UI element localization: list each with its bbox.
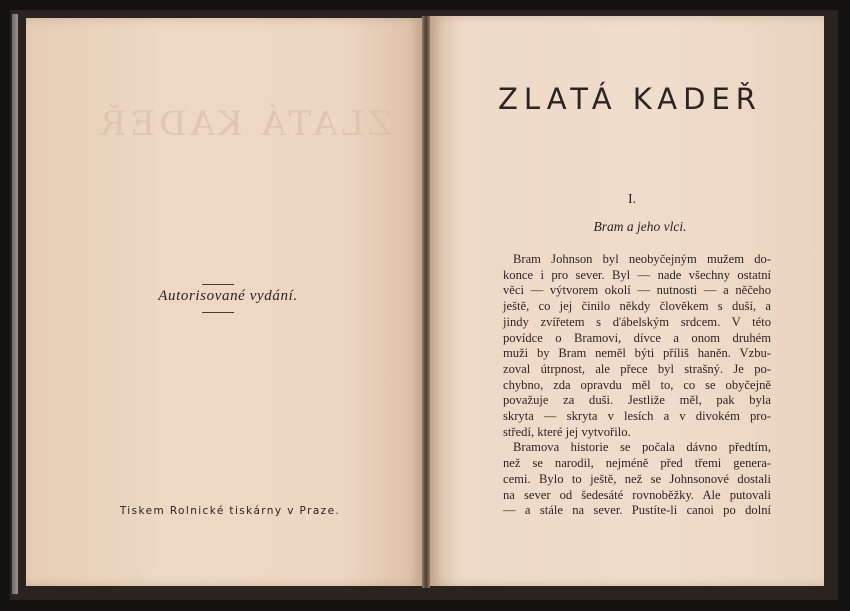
text-line: chybno, zda opravdu měl to, co se obyčejně bbox=[503, 377, 771, 392]
chapter-title: Bram a jeho vlci. bbox=[593, 219, 687, 234]
book-title: ZLATÁ KADEŘ bbox=[498, 82, 762, 116]
text-line: zoval útrpnost, ale přece byl strašný. Je po- bbox=[503, 361, 771, 376]
text-line: cemi. Bylo to ještě, než se Johnsonové dostali bbox=[503, 471, 771, 486]
edition-note: Autorisované vydání. bbox=[158, 288, 298, 304]
printer-imprint: Tiskem Rolnické tiskárny v Praze. bbox=[119, 505, 341, 517]
text-line: věci — výtvorem okolí — nutnosti — a něčeho bbox=[503, 283, 771, 298]
chapter-number: I. bbox=[628, 192, 637, 207]
text-line: — a stále na sever. Pustíte-li canoi po dolní bbox=[503, 503, 771, 518]
text-line: než se narodil, nejméně před třemi genera- bbox=[503, 456, 771, 471]
text-line: považuje za duši. Jestliže měl, pak byla bbox=[503, 393, 771, 408]
text-line: muži by Bram neměl býti příliš haněn. Vzbu- bbox=[503, 346, 771, 361]
text-line: Bramova historie se počala dávno předtím, bbox=[513, 440, 771, 455]
text-line: ještě, co jej činilo někdy člověkem s duší, a bbox=[503, 299, 771, 314]
bleed-through-title: ZLATÁ KADEŘ bbox=[96, 104, 392, 144]
text-line: skryta — skryta v lesích a v divokém pro- bbox=[503, 409, 771, 424]
text-line: středí, které jej vytvořilo. bbox=[503, 424, 631, 439]
body-text bbox=[503, 252, 771, 519]
edition-rule-bottom bbox=[202, 312, 234, 313]
text-line: povídce o Bramovi, dívce a onom druhém bbox=[503, 330, 771, 345]
text-line: jindy zvířetem s ďábelským srdcem. V této bbox=[503, 314, 771, 329]
book-gutter bbox=[422, 16, 430, 588]
text-line: na sever od šedesáté rovnoběžky. Ale putovali bbox=[503, 487, 771, 502]
book-cover-edge bbox=[12, 14, 18, 594]
edition-rule-top bbox=[202, 284, 234, 285]
text-line: konce i pro sever. Byl — nade všechny ostatní bbox=[503, 267, 771, 282]
text-line: Bram Johnson byl neobyčejným mužem do- bbox=[513, 252, 771, 266]
